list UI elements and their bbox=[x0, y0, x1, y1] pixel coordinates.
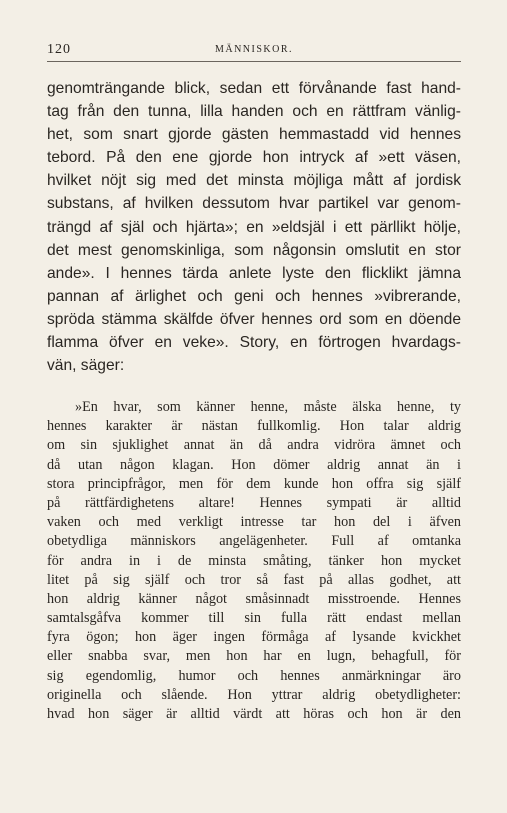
quote-line: samtalsgåfva kommer till sin fulla rätt endast mellan bbox=[47, 610, 461, 627]
quote-line: på rättfärdighetens altare! Hennes sympati är alltid bbox=[47, 494, 461, 511]
text-line: tag från den tunna, lilla handen och en rättfram vänlig- bbox=[47, 103, 461, 121]
running-title: MÄNNISKOR. bbox=[214, 44, 294, 55]
text-line: het, som snart gjorde gästen hemmastadd vid hennes bbox=[47, 126, 461, 144]
quote-line: om sin sjuklighet annat än då andra vidröra ämnet och bbox=[47, 437, 461, 454]
quote-line: för andra in i de minsta småting, tänker hon mycket bbox=[47, 552, 461, 569]
text-line: flamma öfver en veke». Story, en förtrogen hvardags- bbox=[47, 334, 461, 352]
quote-line: fyra ögon; hon äger ingen förmåga af lysande kvickhet bbox=[47, 629, 461, 646]
page-number: 120 bbox=[47, 42, 71, 57]
quote-line: eller snabba svar, men hon har en lugn, behagfull, för bbox=[47, 648, 461, 665]
quote-line: sig egendomlig, humor och hennes anmärkningar äro bbox=[47, 667, 461, 684]
quote-line: då utan någon klagan. Hon dömer aldrig annat än i bbox=[47, 456, 461, 473]
quote-line: hon aldrig känner något småsinnadt misstroende. Hennes bbox=[47, 590, 461, 607]
text-line: spröda stämma skälfde öfver hennes ord som en döende bbox=[47, 310, 461, 328]
text-line: hvilket nöjt sig med det minsta möjliga mått af jordisk bbox=[47, 172, 461, 190]
quote-line: hvad hon säger är alltid värdt att höras och hon är den bbox=[47, 706, 461, 722]
text-line: vän, säger: bbox=[47, 357, 125, 375]
text-line: ande». I hennes tärda anlete lyste den flicklikt jämna bbox=[47, 264, 461, 282]
quote-block bbox=[47, 398, 461, 724]
main-paragraph bbox=[47, 77, 461, 377]
text-line: pannan af ärlighet och geni och hennes »vibrerande, bbox=[47, 287, 461, 305]
text-line: genomträngande blick, sedan ett förvånande fast hand- bbox=[47, 80, 461, 97]
quote-line: hennes karakter är nästan fullkomlig. Hon talar aldrig bbox=[47, 418, 461, 435]
text-line: tebord. På den ene gjorde hon intryck af »ett väsen, bbox=[47, 149, 461, 167]
quote-line: vaken och med verkligt intresse tar hon del i äfven bbox=[47, 514, 461, 531]
quote-line: »En hvar, som känner henne, måste älska henne, ty bbox=[75, 399, 461, 415]
text-line: trängd af själ och hjärta»; en »eldsjäl i ett pärllikt hölje, bbox=[47, 218, 461, 236]
quote-line: litet på sig själf och tror så fast på allas godhet, att bbox=[47, 571, 461, 588]
page-header bbox=[47, 42, 461, 60]
text-line: substans, af hvilken dessutom hvar partikel var genom- bbox=[47, 195, 461, 213]
text-line: det mest genomskinliga, som någonsin omslutit en stor bbox=[47, 241, 461, 259]
header-rule bbox=[47, 61, 461, 62]
quote-line: obetydliga människors angelägenheter. Full af omtanka bbox=[47, 533, 461, 550]
quote-line: originella och slående. Hon yttrar aldrig obetydligheter: bbox=[47, 686, 461, 703]
quote-line: stora principfrågor, men för dem kunde hon offra sig själf bbox=[47, 475, 461, 492]
